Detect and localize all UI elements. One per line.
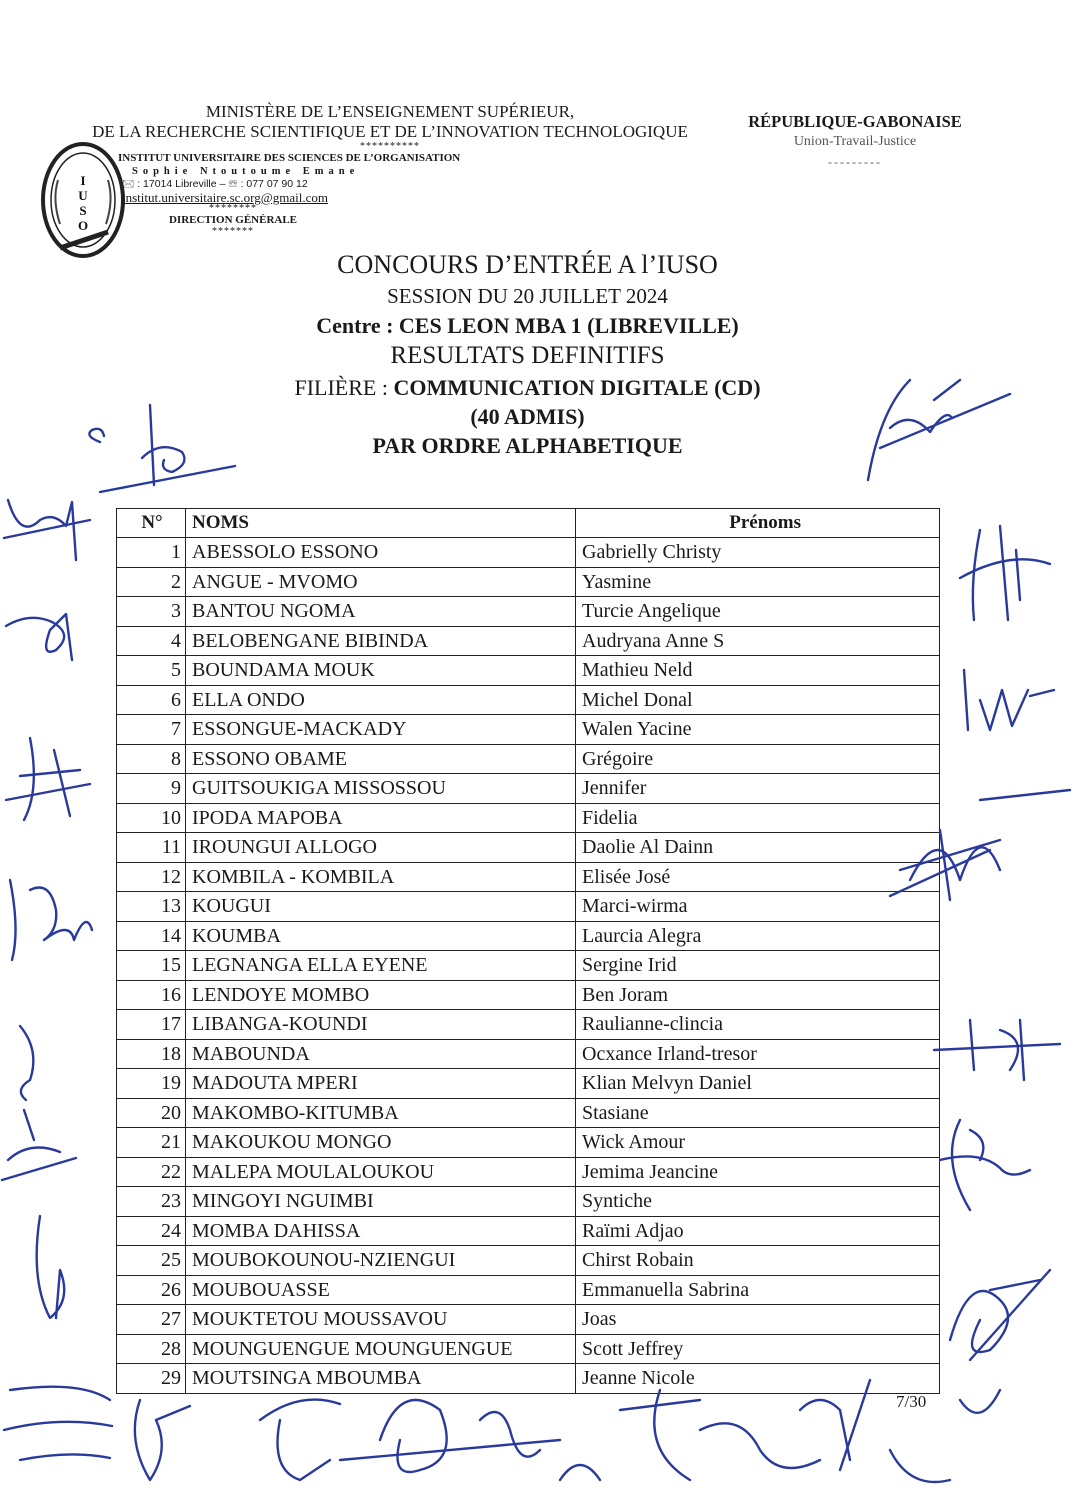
row-prenom: Scott Jeffrey — [576, 1334, 940, 1364]
row-prenom: Raulianne-clincia — [576, 1010, 940, 1040]
table-row — [117, 1364, 940, 1394]
row-nom: IROUNGUI ALLOGO — [186, 833, 576, 863]
row-prenom: Walen Yacine — [576, 715, 940, 745]
table-row — [117, 951, 940, 981]
row-nom: MALEPA MOULALOUKOU — [186, 1157, 576, 1187]
field-prefix: FILIÈRE : — [294, 375, 394, 400]
table-row — [117, 567, 940, 597]
table-row — [117, 1039, 940, 1069]
row-number: 25 — [117, 1246, 186, 1276]
row-prenom: Stasiane — [576, 1098, 940, 1128]
row-prenom: Fidelia — [576, 803, 940, 833]
row-nom: ESSONGUE-MACKADY — [186, 715, 576, 745]
row-nom: MABOUNDA — [186, 1039, 576, 1069]
signature-icon — [950, 660, 1060, 740]
ministry-line-1: MINISTÈRE DE L’ENSEIGNEMENT SUPÉRIEUR, — [205, 102, 575, 121]
table-header-row — [117, 509, 940, 538]
row-prenom: Laurcia Alegra — [576, 921, 940, 951]
row-prenom: Daolie Al Dainn — [576, 833, 940, 863]
exam-center: Centre : CES LEON MBA 1 (LIBREVILLE) — [316, 313, 739, 338]
row-nom: BANTOU NGOMA — [186, 597, 576, 627]
ministry-line-2: DE LA RECHERCHE SCIENTIFIQUE ET DE L’INNOVATION TECHNOLOGIQUE — [92, 122, 688, 141]
row-prenom: Wick Amour — [576, 1128, 940, 1158]
logo-letter-4: O — [77, 218, 89, 233]
row-nom: ELLA ONDO — [186, 685, 576, 715]
row-nom: ESSONO OBAME — [186, 744, 576, 774]
republic-dashes: --------- — [828, 155, 882, 169]
row-number: 15 — [117, 951, 186, 981]
logo-letter-2: U — [78, 188, 88, 203]
table-row — [117, 1216, 940, 1246]
row-number: 21 — [117, 1128, 186, 1158]
results-title: RESULTATS DEFINITIFS — [390, 342, 665, 369]
table-row — [117, 744, 940, 774]
republic-motto: Union-Travail-Justice — [793, 134, 917, 149]
table-row — [117, 1334, 940, 1364]
row-number: 9 — [117, 774, 186, 804]
column-header-prenom: Prénoms — [576, 509, 940, 538]
row-nom: BOUNDAMA MOUK — [186, 656, 576, 686]
row-number: 28 — [117, 1334, 186, 1364]
table-row — [117, 1098, 940, 1128]
signature-icon — [20, 1210, 90, 1330]
table-row — [117, 1069, 940, 1099]
field-value: COMMUNICATION DIGITALE (CD) — [393, 375, 761, 400]
row-nom: GUITSOUKIGA MISSOSSOU — [186, 774, 576, 804]
republic-header — [720, 112, 990, 172]
page-number: 7/30 — [896, 1392, 927, 1411]
row-prenom: Raïmi Adjao — [576, 1216, 940, 1246]
row-prenom: Jennifer — [576, 774, 940, 804]
row-nom: MADOUTA MPERI — [186, 1069, 576, 1099]
row-nom: MINGOYI NGUIMBI — [186, 1187, 576, 1217]
row-nom: LEGNANGA ELLA EYENE — [186, 951, 576, 981]
row-number: 5 — [117, 656, 186, 686]
republic-title: RÉPUBLIQUE-GABONAISE — [748, 112, 962, 131]
row-nom: MOUKTETOU MOUSSAVOU — [186, 1305, 576, 1335]
table-row — [117, 980, 940, 1010]
institute-name: INSTITUT UNIVERSITAIRE DES SCIENCES DE L’ORGANISATION — [118, 152, 461, 164]
row-prenom: Jemima Jeancine — [576, 1157, 940, 1187]
row-number: 8 — [117, 744, 186, 774]
row-nom: MOUBOUASSE — [186, 1275, 576, 1305]
row-prenom: Klian Melvyn Daniel — [576, 1069, 940, 1099]
row-prenom: Chirst Robain — [576, 1246, 940, 1276]
admitted-count: (40 ADMIS) — [470, 404, 585, 429]
row-nom: LENDOYE MOMBO — [186, 980, 576, 1010]
institute-email[interactable]: institut.universitaire.sc.org@gmail.com — [122, 190, 328, 205]
row-prenom: Mathieu Neld — [576, 656, 940, 686]
signature-icon — [930, 1110, 1060, 1220]
table-row — [117, 597, 940, 627]
row-nom: MOUNGUENGUE MOUNGUENGUE — [186, 1334, 576, 1364]
table-row — [117, 1128, 940, 1158]
column-header-nom: NOMS — [186, 509, 576, 538]
row-number: 26 — [117, 1275, 186, 1305]
row-prenom: Turcie Angelique — [576, 597, 940, 627]
row-prenom: Sergine Irid — [576, 951, 940, 981]
table-row — [117, 1010, 940, 1040]
row-number: 18 — [117, 1039, 186, 1069]
row-number: 14 — [117, 921, 186, 951]
table-row — [117, 1246, 940, 1276]
table-body — [117, 538, 940, 1394]
ordering-label: PAR ORDRE ALPHABETIQUE — [372, 433, 683, 458]
table-row — [117, 1157, 940, 1187]
signature-icon — [930, 1260, 1070, 1370]
row-number: 13 — [117, 892, 186, 922]
signature-icon — [920, 1010, 1080, 1090]
row-nom: MOMBA DAHISSA — [186, 1216, 576, 1246]
signature-icon — [0, 870, 100, 970]
logo-letter-1: I — [80, 173, 86, 188]
institute-stars: ******** — [209, 203, 257, 214]
row-nom: MAKOMBO-KITUMBA — [186, 1098, 576, 1128]
results-table — [116, 508, 940, 1394]
row-number: 12 — [117, 862, 186, 892]
contest-title: CONCOURS D’ENTRÉE A l’IUSO — [337, 250, 718, 279]
row-prenom: Jeanne Nicole — [576, 1364, 940, 1394]
table-row — [117, 656, 940, 686]
institute-address: 🖂 : 17014 Libreville – ☏ : 077 07 90 12 — [122, 178, 308, 190]
row-number: 3 — [117, 597, 186, 627]
row-prenom: Elisée José — [576, 862, 940, 892]
signature-icon — [0, 490, 100, 570]
row-prenom: Ben Joram — [576, 980, 940, 1010]
institute-person: Sophie Ntoutoume Emane — [132, 166, 360, 177]
institute-logo — [38, 140, 128, 262]
row-nom: KOUGUI — [186, 892, 576, 922]
row-prenom: Emmanuella Sabrina — [576, 1275, 940, 1305]
signature-icon — [0, 1020, 80, 1190]
field-line — [0, 375, 1055, 401]
table-row — [117, 803, 940, 833]
row-number: 29 — [117, 1364, 186, 1394]
row-prenom: Joas — [576, 1305, 940, 1335]
row-prenom: Syntiche — [576, 1187, 940, 1217]
row-nom: ANGUE - MVOMO — [186, 567, 576, 597]
row-prenom: Michel Donal — [576, 685, 940, 715]
row-prenom: Ocxance Irland-tresor — [576, 1039, 940, 1069]
row-number: 6 — [117, 685, 186, 715]
row-nom: MAKOUKOU MONGO — [186, 1128, 576, 1158]
row-number: 4 — [117, 626, 186, 656]
row-nom: KOMBILA - KOMBILA — [186, 862, 576, 892]
row-number: 27 — [117, 1305, 186, 1335]
table-row — [117, 862, 940, 892]
row-nom: MOUBOKOUNOU-NZIENGUI — [186, 1246, 576, 1276]
row-prenom: Grégoire — [576, 744, 940, 774]
row-number: 7 — [117, 715, 186, 745]
row-nom: MOUTSINGA MBOUMBA — [186, 1364, 576, 1394]
table-row — [117, 1305, 940, 1335]
row-number: 17 — [117, 1010, 186, 1040]
table-row — [117, 833, 940, 863]
row-number: 19 — [117, 1069, 186, 1099]
direction-label: DIRECTION GÉNÉRALE — [168, 214, 298, 226]
table-row — [117, 921, 940, 951]
signature-icon — [0, 600, 100, 670]
row-prenom: Gabrielly Christy — [576, 538, 940, 568]
table-row — [117, 626, 940, 656]
session-date: SESSION DU 20 JUILLET 2024 — [387, 284, 668, 308]
column-header-number: N° — [117, 509, 186, 538]
row-number: 10 — [117, 803, 186, 833]
ministry-header — [70, 102, 710, 152]
row-number: 20 — [117, 1098, 186, 1128]
institute-block — [118, 152, 498, 237]
row-prenom: Yasmine — [576, 567, 940, 597]
row-nom: KOUMBA — [186, 921, 576, 951]
ministry-stars: ********** — [360, 141, 420, 152]
row-number: 16 — [117, 980, 186, 1010]
row-nom: IPODA MAPOBA — [186, 803, 576, 833]
row-prenom: Audryana Anne S — [576, 626, 940, 656]
logo-letter-3: S — [79, 203, 87, 218]
row-number: 23 — [117, 1187, 186, 1217]
table-row — [117, 715, 940, 745]
row-nom: LIBANGA-KOUNDI — [186, 1010, 576, 1040]
signature-icon — [950, 520, 1060, 630]
row-number: 11 — [117, 833, 186, 863]
row-number: 22 — [117, 1157, 186, 1187]
table-row — [117, 685, 940, 715]
row-nom: ABESSOLO ESSONO — [186, 538, 576, 568]
table-row — [117, 774, 940, 804]
row-nom: BELOBENGANE BIBINDA — [186, 626, 576, 656]
direction-stars: ******* — [212, 226, 254, 237]
table-row — [117, 1187, 940, 1217]
table-row — [117, 892, 940, 922]
signature-icon — [0, 730, 100, 830]
row-number: 24 — [117, 1216, 186, 1246]
table-row — [117, 538, 940, 568]
row-number: 2 — [117, 567, 186, 597]
table-row — [117, 1275, 940, 1305]
row-prenom: Marci-wirma — [576, 892, 940, 922]
row-number: 1 — [117, 538, 186, 568]
